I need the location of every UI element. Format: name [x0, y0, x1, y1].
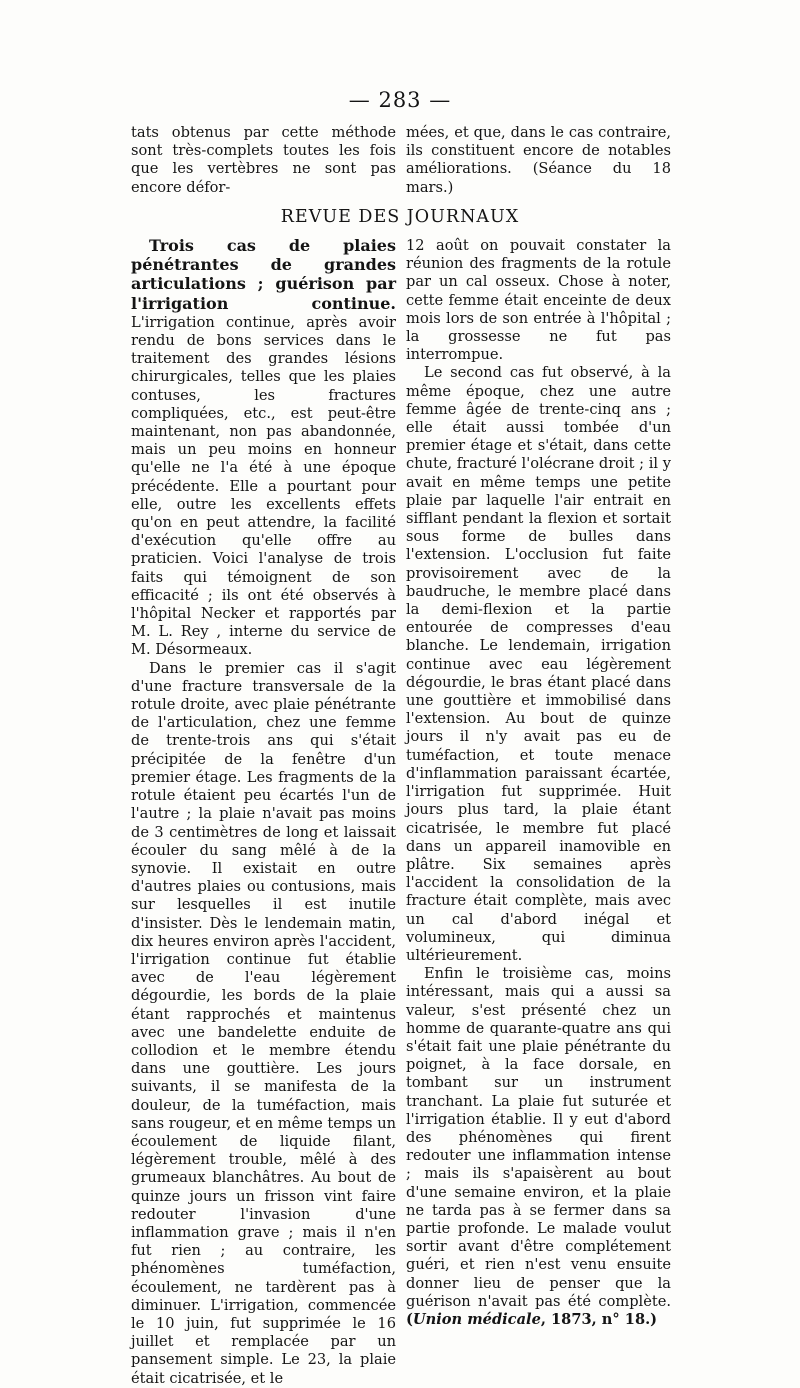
citation-open: (	[406, 1310, 413, 1328]
third-case-paragraph	[406, 965, 671, 1329]
second-case-paragraph: Le second cas fut observé, à la même époque, chez une autre femme âgée de trente-cinq ans ; elle était aussi tombée d'un premier étage et s'était, dans cette chute, fracturé l'olécrane droit ; il y avait en même temps une petite plaie par laquelle l'air entrait en sifflant pendant la flexion et sortait sous forme de bulles dans l'extension. L'occlusion fut faite provisoirement avec de la baudruche, le membre placé dans la demi-flexion et la partie entourée de compresses d'eau blanche. Le lendemain, irrigation continue avec eau légèrement dégourdie, le bras étant placé dans une gouttière et immobilisé dans l'extension. Au bout de quinze jours il n'y avait pas eu de tuméfaction, et toute menace d'inflammation paraissant écartée, l'irrigation fut supprimée. Huit jours plus tard, la plaie étant cicatrisée, le membre fut placé dans un appareil inamovible en plâtre. Six semaines après l'accident la consolidation de la fracture était complète, mais avec un cal d'abord inégal et volumineux, qui diminua ultérieurement.	[406, 364, 671, 964]
previous-article-end-left	[131, 124, 396, 197]
left-column	[131, 237, 396, 1388]
section-title: REVUE DES JOURNAUX	[280, 207, 520, 227]
previous-article-text-left: tats obtenus par cette méthode sont très-complets toutes les fois que les vertèbres ne sont pas encore défor-	[131, 124, 396, 196]
previous-article-text-right: mées, et que, dans le cas contraire, ils constituent encore de notables améliorations. (Séance du 18 mars.)	[406, 124, 671, 196]
page-number: — 283 —	[348, 88, 452, 112]
citation-source: Union médicale	[412, 1310, 541, 1328]
previous-article-end-right	[406, 124, 671, 197]
article-title: Trois cas de plaies pénétrantes de grandes articulations ; guérison par l'irrigation continue.	[131, 236, 396, 313]
citation	[406, 1311, 657, 1328]
third-case-text: Enfin le troisième cas, moins intéressant, mais qui a aussi sa valeur, s'est présenté chez un homme de quarante-quatre ans qui s'était fait une plaie pénétrante du poignet, à la face dorsale, en tombant sur un instrument tranchant. La plaie fut suturée et l'irrigation établie. Il y eut d'abord des phénomènes qui firent redouter une inflammation intense ; mais ils s'apaisèrent au bout d'une semaine environ, et la plaie ne tarda pas à se fermer dans sa partie profonde. Le malade voulut sortir avant d'être complétement guéri, et rien n'est venu ensuite donner lieu de penser que la guérison n'avait pas été complète.	[406, 965, 671, 1310]
article-intro-paragraph	[131, 237, 396, 660]
first-case-paragraph: Dans le premier cas il s'agit d'une fracture transversale de la rotule droite, avec plaie pénétrante de l'articulation, chez une femme de trente-trois ans qui s'était précipitée de la fenêtre d'un premier étage. Les fragments de la rotule étaient peu écartés l'un de l'autre ; la plaie n'avait pas moins de 3 centimètres de long et laissait écouler du sang mêlé à de la synovie. Il existait en outre d'autres plaies ou contusions, mais sur lesquelles il est inutile d'insister. Dès le lendemain matin, dix heures environ après l'accident, l'irrigation continue fut établie avec de l'eau légèrement dégourdie, les bords de la plaie étant rapprochés et maintenus avec une bandelette enduite de collodion et le membre étendu dans une gouttière. Les jours suivants, il se manifesta de la douleur, de la tuméfaction, mais sans rougeur, et en même temps un écoulement de liquide filant, légèrement trouble, mêlé à des grumeaux blanchâtres. Au bout de quinze jours un frisson vint faire redouter l'invasion d'une inflammation grave ; mais il n'en fut rien ; au contraire, les phénomènes tuméfaction, écoulement, ne tardèrent pas à diminuer. L'irrigation, commencée le 10 juin, fut supprimée le 16 juillet et remplacée par un pansement simple. Le 23, la plaie était cicatrisée, et le	[131, 659, 396, 1387]
right-column	[406, 237, 671, 1329]
first-case-continuation: 12 août on pouvait constater la réunion des fragments de la rotule par un cal osseux. Chose à noter, cette femme était enceinte de deux mois lors de son entrée à l'hôpital ; la grossesse ne fut pas interrompue.	[406, 237, 671, 364]
article-intro: L'irrigation continue, après avoir rendu de bons services dans le traitement des grandes lésions chirurgicales, telles que les plaies contuses, les fractures compliquées, etc., est peut-être maintenant, non pas abandonnée, mais un peu moins en honneur qu'elle ne l'a été à une époque précédente. Elle a pourtant pour elle, outre les excellents effets qu'on en peut attendre, la facilité d'exécution qu'elle offre au praticien. Voici l'analyse de trois faits qui témoignent de son efficacité ; ils ont été observés à l'hôpital Necker et rapportés par M. L. Rey , interne du service de M. Désormeaux.	[131, 313, 396, 659]
citation-details: , 1873, n° 18.)	[540, 1310, 658, 1328]
